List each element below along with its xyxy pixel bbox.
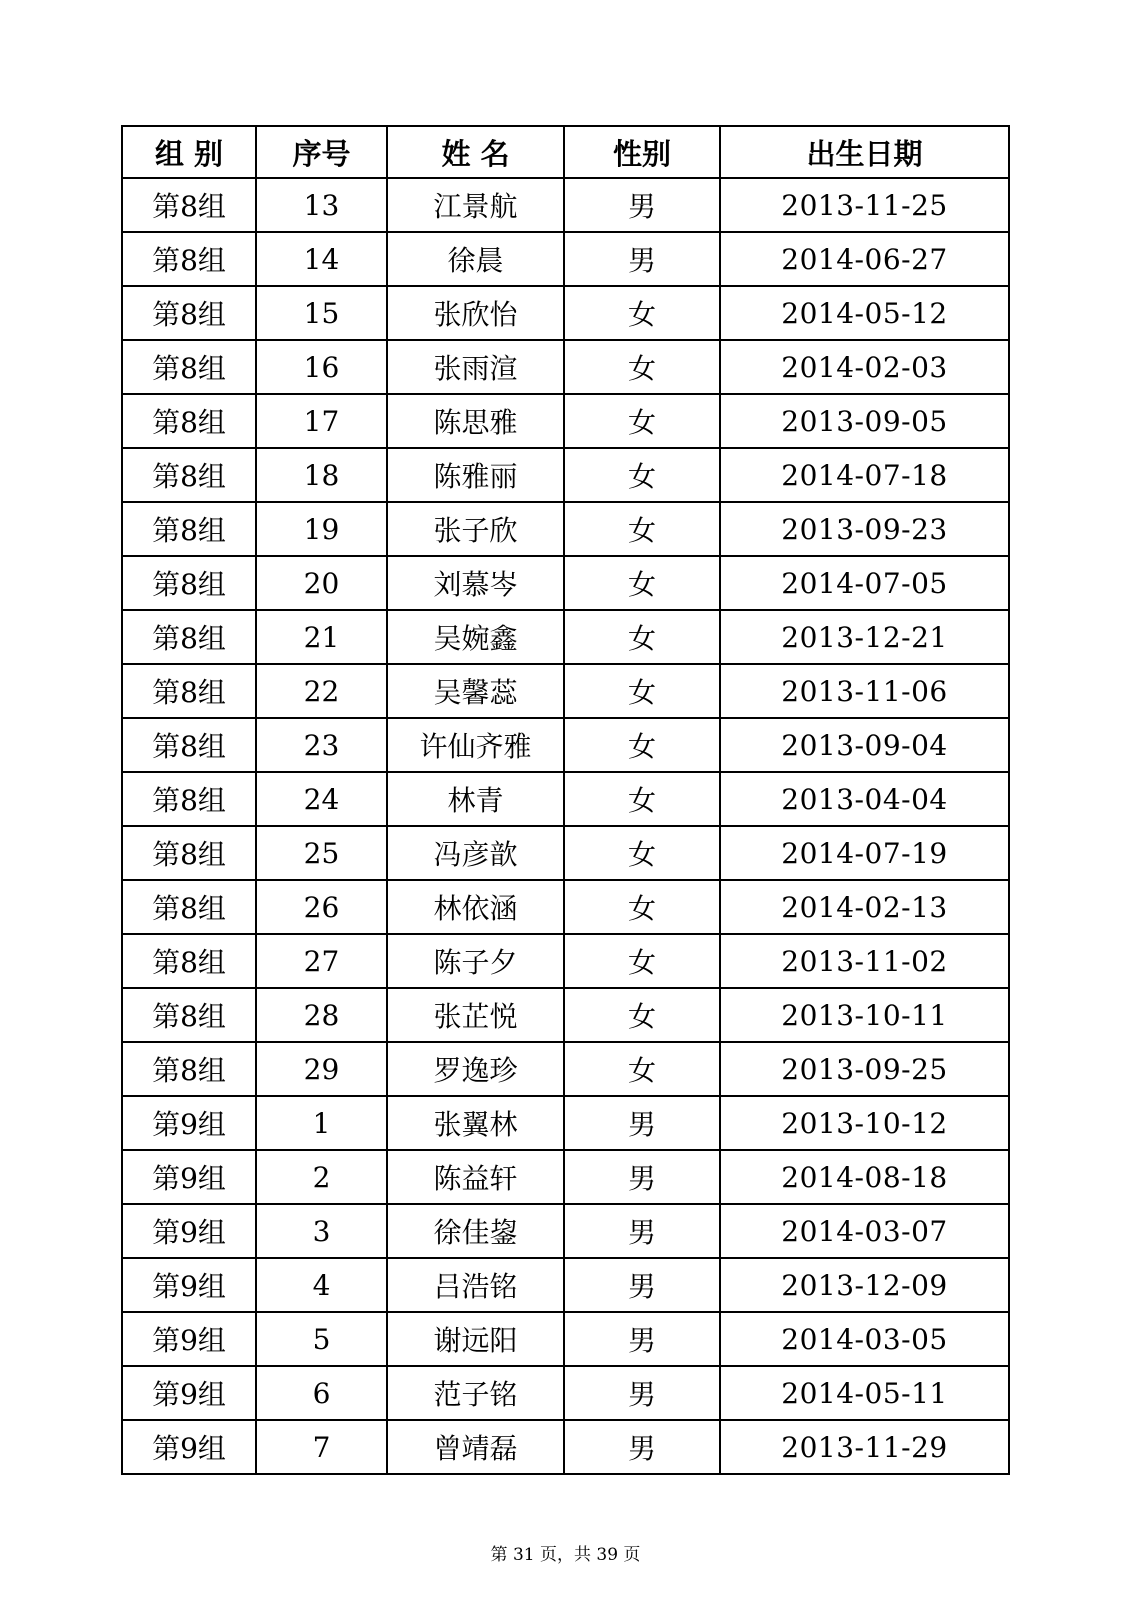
cell-gender: 女 (564, 718, 720, 772)
cell-seq: 6 (256, 1366, 387, 1420)
table-row (122, 610, 1009, 664)
table-row (122, 286, 1009, 340)
cell-group: 第9组 (122, 1150, 256, 1204)
cell-seq: 15 (256, 286, 387, 340)
table-row (122, 178, 1009, 232)
cell-birthdate: 2013-10-12 (720, 1096, 1009, 1150)
cell-name: 谢远阳 (387, 1312, 564, 1366)
cell-group: 第8组 (122, 988, 256, 1042)
cell-birthdate: 2014-05-11 (720, 1366, 1009, 1420)
cell-birthdate: 2013-11-02 (720, 934, 1009, 988)
cell-seq: 5 (256, 1312, 387, 1366)
cell-name: 罗逸珍 (387, 1042, 564, 1096)
cell-seq: 27 (256, 934, 387, 988)
table-body (122, 178, 1009, 1474)
cell-gender: 男 (564, 1420, 720, 1474)
cell-name: 冯彦歆 (387, 826, 564, 880)
table-row (122, 1204, 1009, 1258)
cell-birthdate: 2014-08-18 (720, 1150, 1009, 1204)
cell-gender: 女 (564, 934, 720, 988)
cell-seq: 28 (256, 988, 387, 1042)
table-row (122, 718, 1009, 772)
cell-gender: 男 (564, 1150, 720, 1204)
cell-seq: 1 (256, 1096, 387, 1150)
cell-seq: 25 (256, 826, 387, 880)
cell-name: 陈益轩 (387, 1150, 564, 1204)
cell-name: 陈子夕 (387, 934, 564, 988)
cell-birthdate: 2014-07-18 (720, 448, 1009, 502)
cell-name: 曾靖磊 (387, 1420, 564, 1474)
table-row (122, 880, 1009, 934)
cell-birthdate: 2013-09-23 (720, 502, 1009, 556)
cell-name: 张翼林 (387, 1096, 564, 1150)
cell-birthdate: 2013-10-11 (720, 988, 1009, 1042)
cell-group: 第8组 (122, 664, 256, 718)
header-name: 姓 名 (387, 126, 564, 178)
table-row (122, 1150, 1009, 1204)
cell-group: 第8组 (122, 880, 256, 934)
cell-gender: 女 (564, 1042, 720, 1096)
cell-gender: 女 (564, 556, 720, 610)
cell-birthdate: 2014-03-05 (720, 1312, 1009, 1366)
cell-birthdate: 2013-11-29 (720, 1420, 1009, 1474)
cell-seq: 16 (256, 340, 387, 394)
cell-group: 第9组 (122, 1096, 256, 1150)
cell-name: 吕浩铭 (387, 1258, 564, 1312)
cell-name: 吴馨蕊 (387, 664, 564, 718)
cell-birthdate: 2013-11-25 (720, 178, 1009, 232)
cell-name: 许仙齐雅 (387, 718, 564, 772)
cell-name: 张欣怡 (387, 286, 564, 340)
cell-gender: 男 (564, 1312, 720, 1366)
cell-gender: 女 (564, 448, 720, 502)
cell-group: 第8组 (122, 826, 256, 880)
cell-birthdate: 2013-04-04 (720, 772, 1009, 826)
cell-seq: 22 (256, 664, 387, 718)
table-row (122, 1420, 1009, 1474)
cell-birthdate: 2013-09-05 (720, 394, 1009, 448)
table-row (122, 448, 1009, 502)
cell-group: 第8组 (122, 502, 256, 556)
cell-seq: 19 (256, 502, 387, 556)
cell-gender: 男 (564, 1204, 720, 1258)
table-row (122, 1258, 1009, 1312)
cell-seq: 26 (256, 880, 387, 934)
cell-name: 徐晨 (387, 232, 564, 286)
cell-gender: 女 (564, 286, 720, 340)
cell-birthdate: 2013-09-04 (720, 718, 1009, 772)
table-row (122, 772, 1009, 826)
cell-name: 徐佳鋆 (387, 1204, 564, 1258)
cell-group: 第9组 (122, 1420, 256, 1474)
cell-group: 第8组 (122, 286, 256, 340)
cell-birthdate: 2014-06-27 (720, 232, 1009, 286)
cell-name: 张芷悦 (387, 988, 564, 1042)
cell-gender: 男 (564, 232, 720, 286)
cell-seq: 29 (256, 1042, 387, 1096)
cell-seq: 18 (256, 448, 387, 502)
cell-group: 第8组 (122, 772, 256, 826)
cell-seq: 4 (256, 1258, 387, 1312)
cell-gender: 女 (564, 664, 720, 718)
cell-seq: 17 (256, 394, 387, 448)
header-group: 组 别 (122, 126, 256, 178)
cell-gender: 男 (564, 1366, 720, 1420)
table-row (122, 664, 1009, 718)
cell-group: 第8组 (122, 394, 256, 448)
cell-gender: 女 (564, 772, 720, 826)
table-row (122, 1312, 1009, 1366)
table-row (122, 1366, 1009, 1420)
table-row (122, 1096, 1009, 1150)
cell-birthdate: 2013-12-21 (720, 610, 1009, 664)
cell-name: 刘慕岑 (387, 556, 564, 610)
cell-group: 第8组 (122, 610, 256, 664)
cell-group: 第8组 (122, 934, 256, 988)
cell-gender: 女 (564, 340, 720, 394)
cell-group: 第8组 (122, 340, 256, 394)
cell-group: 第8组 (122, 178, 256, 232)
cell-name: 吴婉鑫 (387, 610, 564, 664)
page-footer: 第 31 页，共 39 页 (490, 1545, 641, 1565)
header-gender: 性别 (564, 126, 720, 178)
cell-seq: 3 (256, 1204, 387, 1258)
cell-seq: 2 (256, 1150, 387, 1204)
cell-group: 第8组 (122, 448, 256, 502)
cell-gender: 女 (564, 502, 720, 556)
cell-group: 第8组 (122, 232, 256, 286)
cell-name: 张雨渲 (387, 340, 564, 394)
table-row (122, 934, 1009, 988)
cell-birthdate: 2014-02-03 (720, 340, 1009, 394)
cell-seq: 23 (256, 718, 387, 772)
cell-birthdate: 2014-03-07 (720, 1204, 1009, 1258)
cell-group: 第9组 (122, 1204, 256, 1258)
cell-seq: 13 (256, 178, 387, 232)
cell-birthdate: 2014-07-05 (720, 556, 1009, 610)
cell-gender: 男 (564, 178, 720, 232)
cell-birthdate: 2013-09-25 (720, 1042, 1009, 1096)
table-row (122, 826, 1009, 880)
cell-gender: 女 (564, 988, 720, 1042)
cell-seq: 20 (256, 556, 387, 610)
cell-gender: 女 (564, 394, 720, 448)
cell-name: 陈雅丽 (387, 448, 564, 502)
cell-birthdate: 2014-02-13 (720, 880, 1009, 934)
header-row (122, 126, 1009, 178)
cell-seq: 14 (256, 232, 387, 286)
table-row (122, 1042, 1009, 1096)
cell-seq: 21 (256, 610, 387, 664)
cell-name: 范子铭 (387, 1366, 564, 1420)
cell-birthdate: 2014-05-12 (720, 286, 1009, 340)
cell-group: 第8组 (122, 556, 256, 610)
cell-name: 江景航 (387, 178, 564, 232)
roster-table (121, 125, 1010, 1475)
cell-gender: 男 (564, 1096, 720, 1150)
cell-birthdate: 2014-07-19 (720, 826, 1009, 880)
header-birthdate: 出生日期 (720, 126, 1009, 178)
header-seq: 序号 (256, 126, 387, 178)
table-row (122, 502, 1009, 556)
cell-gender: 女 (564, 880, 720, 934)
cell-name: 林依涵 (387, 880, 564, 934)
table-row (122, 340, 1009, 394)
table-row (122, 394, 1009, 448)
cell-seq: 7 (256, 1420, 387, 1474)
cell-gender: 女 (564, 610, 720, 664)
cell-gender: 女 (564, 826, 720, 880)
cell-group: 第9组 (122, 1312, 256, 1366)
cell-name: 林青 (387, 772, 564, 826)
cell-gender: 男 (564, 1258, 720, 1312)
cell-group: 第8组 (122, 718, 256, 772)
table-row (122, 988, 1009, 1042)
table-row (122, 232, 1009, 286)
cell-name: 张子欣 (387, 502, 564, 556)
cell-group: 第8组 (122, 1042, 256, 1096)
cell-seq: 24 (256, 772, 387, 826)
cell-group: 第9组 (122, 1366, 256, 1420)
cell-birthdate: 2013-12-09 (720, 1258, 1009, 1312)
table-row (122, 556, 1009, 610)
cell-birthdate: 2013-11-06 (720, 664, 1009, 718)
cell-group: 第9组 (122, 1258, 256, 1312)
cell-name: 陈思雅 (387, 394, 564, 448)
